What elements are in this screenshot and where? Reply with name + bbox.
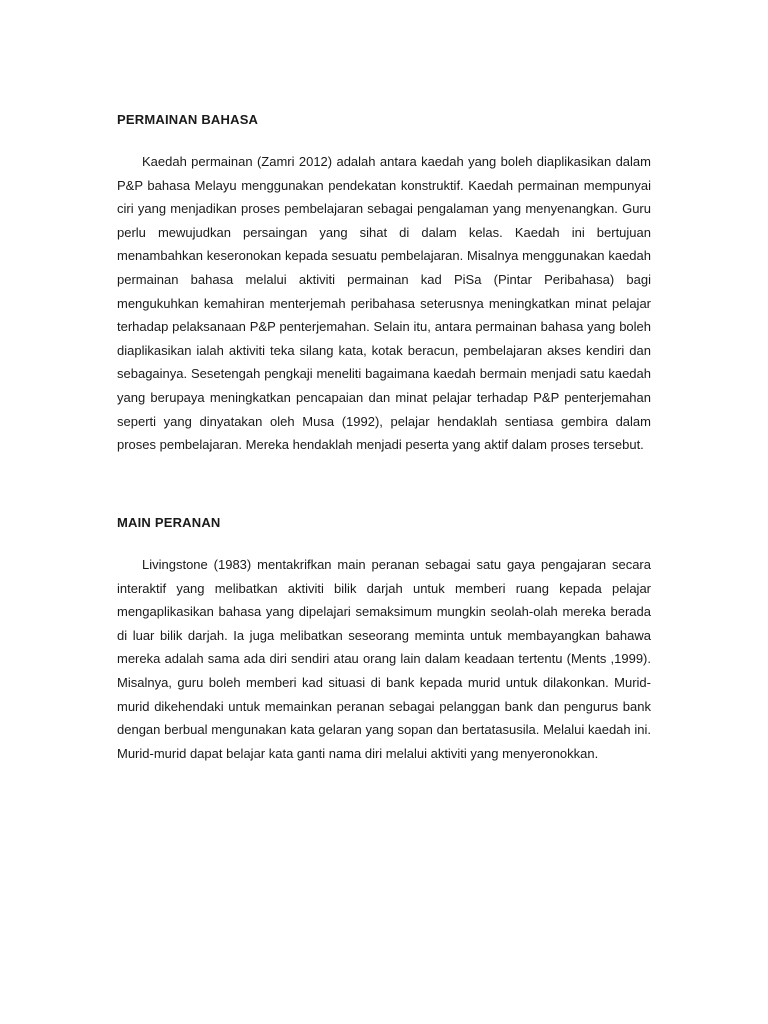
- section-heading-permainan-bahasa: PERMAINAN BAHASA: [117, 112, 259, 127]
- section-paragraph-permainan-bahasa: Kaedah permainan (Zamri 2012) adalah antara kaedah yang boleh diaplikasikan dalam P&P bahasa Melayu menggunakan pendekatan konstruktif. Kaedah permainan mempunyai ciri yang menjadikan proses pembelajaran sebagai pengalaman yang menyenangkan. Guru perlu mewujudkan persaingan yang sihat di dalam kelas. Kaedah ini bertujuan menambahkan keseronokan kepada sesuatu pembelajaran. Misalnya menggunakan kaedah permainan bahasa melalui aktiviti permainan kad PiSa (Pintar Peribahasa) bagi mengukuhkan kemahiran menterjemah peribahasa seterusnya meningkatkan minat pelajar terhadap pelaksanaan P&P penterjemahan. Selain itu, antara permainan bahasa yang boleh diaplikasikan ialah aktiviti teka silang kata, kotak beracun, pembelajaran akses kendiri dan sebagainya. Sesetengah pengkaji meneliti bagaimana kaedah bermain menjadi satu kaedah yang berupaya meningkatkan pencapaian dan minat pelajar terhadap P&P penterjemahan seperti yang dinyatakan oleh Musa (1992), pelajar hendaklah sentiasa gembira dalam proses pembelajaran. Mereka hendaklah menjadi peserta yang aktif dalam proses tersebut.: [117, 154, 651, 453]
- section-heading-main-peranan: MAIN PERANAN: [117, 515, 221, 530]
- section-paragraph-main-peranan: Livingstone (1983) mentakrifkan main peranan sebagai satu gaya pengajaran secara interaktif yang melibatkan aktiviti bilik darjah untuk memberi ruang kepada pelajar mengaplikasikan bahasa yang dipelajari semaksimum mungkin seolah-olah mereka berada di luar bilik darjah. Ia juga melibatkan seseorang meminta untuk membayangkan bahawa mereka adalah sama ada diri sendiri atau orang lain dalam keadaan tertentu (Ments ,1999). Misalnya, guru boleh memberi kad situasi di bank kepada murid untuk dilakonkan. Murid-murid dikehendaki untuk memainkan peranan sebagai pelanggan bank dan pengurus bank dengan berbual mengunakan kata gelaran yang sopan dan bertatasusila. Melalui kaedah ini. Murid-murid dapat belajar kata ganti nama diri melalui aktiviti yang menyeronokkan.: [117, 557, 651, 761]
